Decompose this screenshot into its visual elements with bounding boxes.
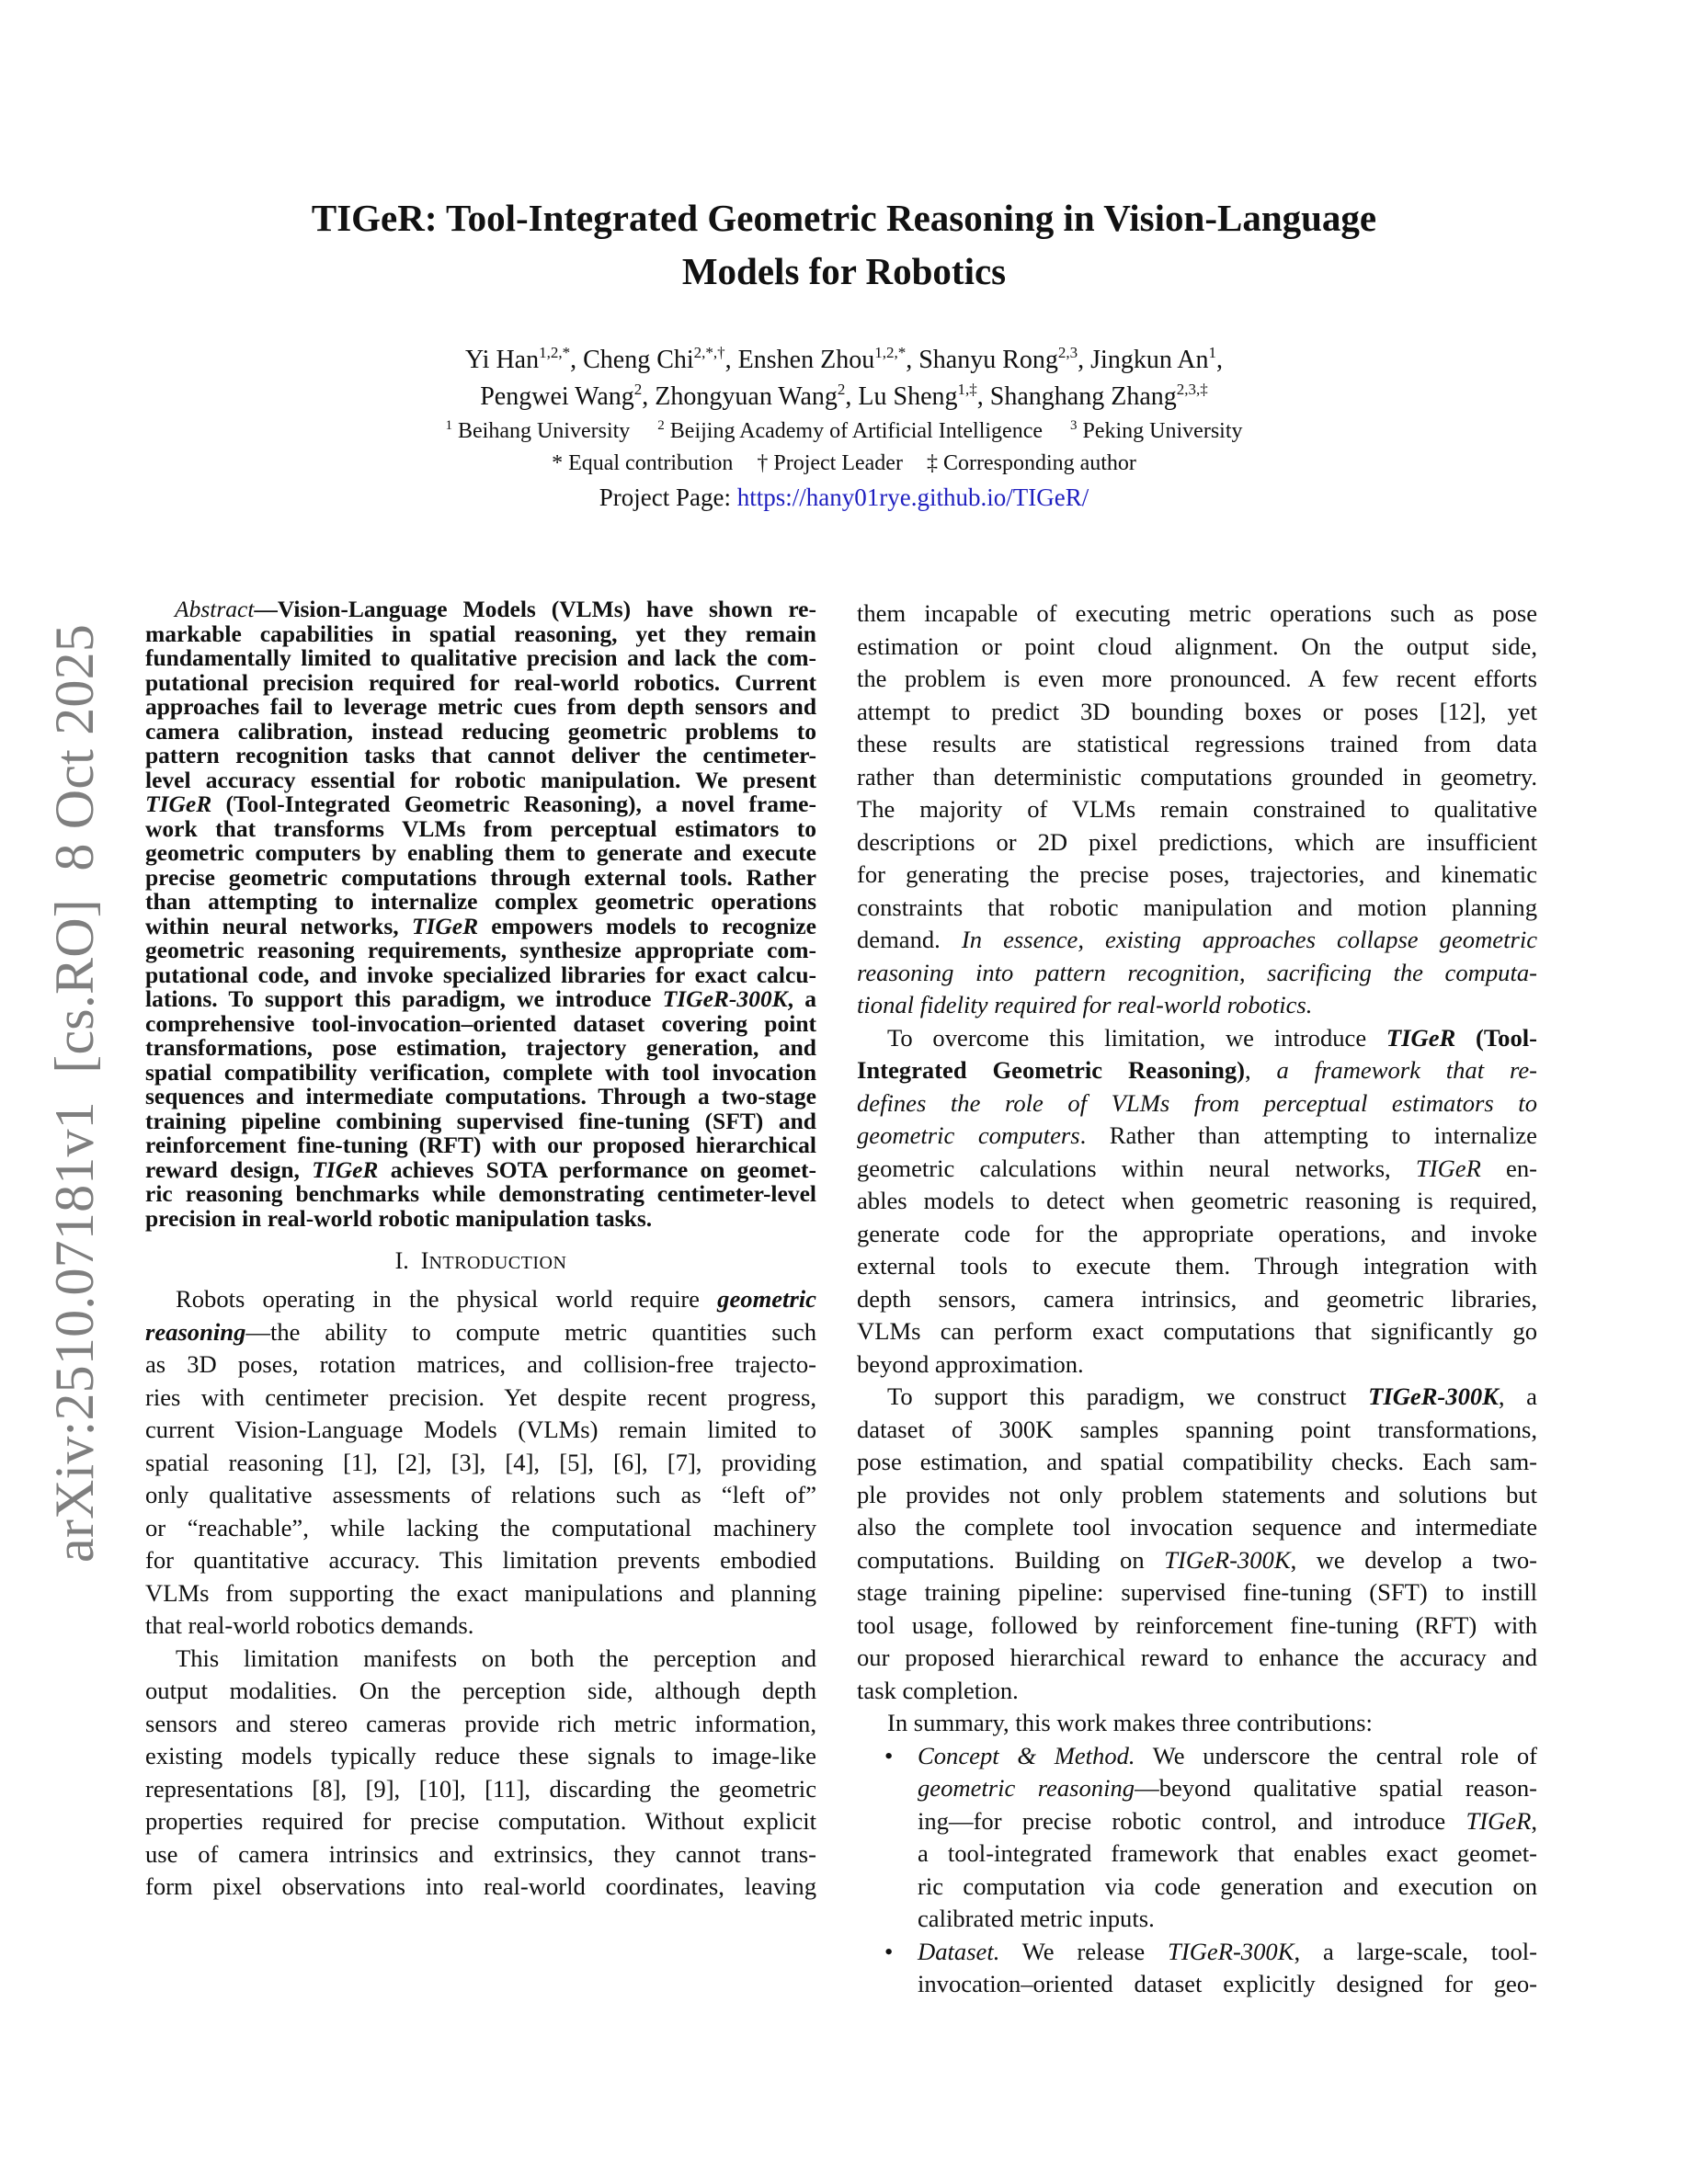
abstract-line: reward design, TIGeR achieves SOTA performance on geomet- (145, 1155, 816, 1183)
abstract-line: precise geometric computations through external tools. Rather (145, 863, 816, 891)
paragraph (857, 1707, 1537, 1740)
emphasis: TIGeR-300K (662, 985, 788, 1012)
paragraph-line: output modalities. On the perception side, although depth (145, 1677, 816, 1704)
paragraph-line: computations. Building on TIGeR-300K, we develop a two- (857, 1545, 1538, 1574)
paragraph-line: In summary, this work makes three contributions: (887, 1709, 1373, 1736)
left-column (145, 597, 816, 1904)
author-name: Enshen Zhou (737, 346, 875, 374)
abstract-dash: — (254, 596, 278, 622)
paragraph-line: representations [8], [9], [10], [11], discarding the geometric (145, 1774, 816, 1803)
title-line-2: Models for Robotics (681, 250, 1007, 292)
author-affiliation-marks: 2 (837, 381, 846, 398)
contribution-item (857, 1740, 1537, 1936)
paragraph-line: the problem is even more pronounced. A few recent efforts (857, 665, 1537, 692)
author-affiliation-marks: 2 (633, 381, 643, 398)
paragraph-line: form pixel observations into real-world coordinates, leaving (145, 1872, 816, 1900)
abstract-line: ric reasoning benchmarks while demonstrating centimeter-level (145, 1180, 816, 1207)
paragraph-line: attempt to predict 3D bounding boxes or poses [12], yet (857, 697, 1537, 725)
author-affiliation-marks: 2,*,† (693, 344, 725, 361)
affiliation-number: 2 (657, 418, 665, 433)
affiliation: $^3$ Peking University (1070, 418, 1243, 443)
section-title-initial: I (420, 1247, 429, 1274)
abstract-line: transformations, pose estimation, trajectory generation, and (145, 1034, 816, 1061)
paragraph-line: for quantitative accuracy. This limitation prevents embodied (145, 1546, 816, 1574)
arxiv-id: arXiv:2510.07181v1 (44, 1101, 105, 1563)
project-page (0, 480, 1688, 515)
strong-emphasis: reasoning (145, 1317, 246, 1346)
author-affiliation-marks: 2,3 (1057, 344, 1078, 361)
author-affiliation-marks: 1 (1208, 344, 1216, 361)
contribution-line: ric computation via code generation and execution on (918, 1871, 1537, 1900)
arxiv-date: 8 Oct 2025 (44, 623, 105, 871)
emphasis: In essence, existing approaches collapse geometric (961, 926, 1538, 953)
emphasis: TIGeR (411, 912, 479, 939)
paragraph-line: external tools to execute them. Through integration with (857, 1252, 1537, 1280)
strong-emphasis: Integrated Geometric Reasoning) (857, 1056, 1246, 1084)
emphasis: TIGeR (145, 791, 212, 817)
section-number: I. (394, 1247, 409, 1274)
abstract-line: reinforcement fine-tuning (RFT) with our proposed hierarchical (145, 1132, 816, 1158)
paragraph-line: The majority of VLMs remain constrained to qualitative (857, 795, 1537, 823)
paragraph-line: as 3D poses, rotation matrices, and collision-free trajecto- (145, 1350, 816, 1378)
paragraph-line: dataset of 300K samples spanning point transformations, (857, 1415, 1537, 1443)
title-line-1: TIGeR: Tool-Integrated Geometric Reasoning in Vision-Language (311, 197, 1377, 239)
paragraph-line: existing models typically reduce these signals to image-like (145, 1742, 816, 1769)
emphasis: reasoning into pattern recognition, sacrificing the computa- (857, 958, 1537, 986)
paragraph-line: current Vision-Language Models (VLMs) remain limited to (145, 1416, 816, 1443)
contribution-item (857, 1936, 1537, 2001)
paragraph-line: reasoning—the ability to compute metric quantities such (145, 1317, 816, 1346)
project-page-label: Project Page: (599, 483, 737, 511)
affiliation: $^1$ Beihang University (445, 418, 631, 443)
paragraph-line: estimation or point cloud alignment. On the output side, (857, 631, 1537, 660)
affiliation-list (0, 415, 1688, 447)
contribution-line: invocation–oriented dataset explicitly designed for geo- (918, 1970, 1537, 1997)
paragraph-line: generate code for the appropriate operations, and invoke (857, 1219, 1537, 1247)
emphasis: TIGeR (312, 1155, 379, 1183)
contribution-line: a tool-integrated framework that enables exact geomet- (918, 1839, 1537, 1867)
paragraph-line: ries with centimeter precision. Yet despite recent progress, (145, 1382, 816, 1411)
strong-emphasis: TIGeR (1386, 1023, 1456, 1052)
author-affiliation-marks: 2,3,‡ (1176, 381, 1208, 398)
strong-emphasis: geometric (717, 1285, 816, 1313)
abstract-line: precision in real-world robotic manipulation tasks. (145, 1204, 653, 1232)
contribution-line: ing—for precise robotic control, and introduce TIGeR, (918, 1806, 1537, 1835)
affiliation: $^2$ Beijing Academy of Artificial Intelligence (657, 418, 1043, 443)
abstract-line: Abstract—Vision-Language Models (VLMs) have shown re- (175, 596, 816, 622)
paragraph-line (857, 1087, 1537, 1120)
paragraph-line: ables models to detect when geometric reasoning is required, (857, 1187, 1537, 1214)
affiliation-number: 3 (1070, 418, 1078, 433)
paragraph-line: To overcome this limitation, we introduce TIGeR (Tool- (887, 1023, 1537, 1052)
abstract (145, 597, 816, 1231)
paragraph-line: This limitation manifests on both the perception and (176, 1644, 816, 1672)
paragraph (857, 597, 1537, 1022)
paragraph-line: Integrated Geometric Reasoning), a framework that re- (857, 1056, 1537, 1084)
paragraph-line: or “reachable”, while lacking the computational machinery (145, 1513, 816, 1541)
arxiv-identifier-stamp (42, 607, 107, 1563)
paragraph-line: properties required for precise computation. Without explicit (145, 1807, 816, 1835)
introduction-left-text (145, 1283, 816, 1904)
abstract-line: geometric reasoning requirements, synthesize appropriate com- (145, 937, 816, 963)
bullet-icon: • (884, 1937, 894, 1965)
author-name: Pengwei Wang (480, 382, 634, 411)
paragraph-line: for generating the precise poses, trajectories, and kinematic (857, 860, 1537, 888)
paragraph-line: demand. In essence, existing approaches collapse geometric (857, 926, 1538, 953)
abstract-line: geometric computers by enabling them to generate and execute (145, 839, 816, 866)
emphasis: TIGeR (1466, 1806, 1532, 1835)
strong-emphasis: (Tool- (1476, 1023, 1537, 1052)
section-title-rest: NTRODUCTION (428, 1253, 567, 1273)
paragraph-line: constraints that robotic manipulation and motion planning (857, 893, 1537, 921)
author-affiliation-marks: 1,2,* (874, 344, 907, 361)
paragraph-line: depth sensors, camera intrinsics, and geometric libraries, (857, 1284, 1537, 1313)
paragraph-line: To support this paradigm, we construct TIGeR-300K, a (887, 1382, 1537, 1410)
author-name: Yi Han (465, 346, 540, 374)
bullet-icon: • (884, 1741, 894, 1769)
paragraph-line: tool usage, followed by reinforcement fine-tuning (RFT) with (857, 1610, 1537, 1639)
author-notes (0, 448, 1688, 479)
emphasis: TIGeR (1415, 1154, 1481, 1182)
abstract-label: Abstract (175, 596, 255, 622)
abstract-line: putational precision required for real-world robotics. Current (145, 668, 816, 696)
author-name: Cheng Chi (583, 346, 694, 374)
abstract-line: approaches fail to leverage metric cues from depth sensors and (145, 693, 816, 720)
arxiv-category: [cs.RO] (44, 899, 105, 1074)
emphasis: tional fidelity required for real-world robotics. (857, 991, 1313, 1018)
emphasis: TIGeR-300K (1168, 1937, 1295, 1965)
author-list (0, 342, 1688, 415)
emphasis: geometric reasoning (918, 1774, 1135, 1802)
abstract-line: lations. To support this paradigm, we introduce TIGeR-300K, a (145, 985, 817, 1012)
paragraph-line: them incapable of executing metric operations such as pose (857, 599, 1537, 627)
paragraph (857, 1022, 1537, 1382)
author-name: Shanyu Rong (918, 346, 1058, 374)
abstract-line: camera calibration, instead reducing geometric problems to (145, 717, 816, 745)
paragraph-line: our proposed hierarchical reward to enhance the accuracy and (857, 1644, 1537, 1671)
paragraph-line: that real-world robotics demands. (145, 1611, 474, 1639)
author-affiliation-marks: 1,2,* (539, 344, 571, 361)
abstract-line: comprehensive tool-invocation–oriented dataset covering point (145, 1009, 816, 1037)
author-name: Shanghang Zhang (989, 382, 1177, 411)
paragraph-line: geometric calculations within neural networks, TIGeR en- (857, 1154, 1537, 1182)
paragraph-line: use of camera intrinsics and extrinsics, they cannot trans- (145, 1839, 816, 1868)
contribution-line: geometric reasoning—beyond qualitative spatial reason- (918, 1774, 1537, 1802)
paragraph (145, 1283, 816, 1643)
paragraph-line: these results are statistical regressions trained from data (857, 730, 1537, 757)
emphasis: a framework that re- (1276, 1056, 1537, 1084)
paragraph-line: beyond approximation. (857, 1349, 1084, 1378)
paragraph-line: only qualitative assessments of relations such as “left of” (145, 1481, 816, 1508)
contribution-line: • Dataset. We release TIGeR-300K, a large-scale, tool- (857, 1936, 1537, 1969)
abstract-line: putational code, and invoke specialized libraries for exact calcu- (145, 961, 816, 988)
author-note: ‡ Corresponding author (926, 451, 1136, 475)
emphasis: Dataset. (918, 1937, 1000, 1965)
abstract-line: markable capabilities in spatial reasoning, yet they remain (145, 620, 816, 647)
paper-title (0, 191, 1688, 298)
paragraph (145, 1643, 816, 1904)
right-column (857, 597, 1537, 2001)
abstract-line: than attempting to internalize complex geometric operations (145, 888, 816, 915)
section-heading-introduction (145, 1231, 816, 1281)
author-name: Zhongyuan Wang (655, 382, 838, 411)
paragraph-line: rather than deterministic computations grounded in geometry. (857, 762, 1537, 791)
project-page-link[interactable]: https://hany01rye.github.io/TIGeR/ (736, 483, 1089, 511)
author-name: Lu Sheng (858, 382, 958, 411)
paragraph-line: spatial reasoning [1], [2], [3], [4], [5], [6], [7], providing (145, 1448, 816, 1476)
paragraph (857, 1381, 1537, 1707)
paragraph-line: VLMs can perform exact computations that significantly go (857, 1317, 1537, 1345)
abstract-line: fundamentally limited to qualitative precision and lack the com- (145, 644, 816, 671)
author-affiliation-marks: 1,‡ (957, 381, 977, 398)
abstract-line: training pipeline combining supervised fine-tuning (SFT) and (145, 1107, 816, 1134)
paragraph-line: descriptions or 2D pixel predictions, which are insufficient (857, 827, 1537, 856)
contribution-line: calibrated metric inputs. (918, 1905, 1155, 1932)
abstract-line: level accuracy essential for robotic manipulation. We present (145, 766, 816, 793)
strong-emphasis: TIGeR-300K (1368, 1382, 1499, 1410)
paragraph-line: Robots operating in the physical world require geometric (176, 1285, 816, 1313)
paragraph-line (857, 957, 1537, 990)
paragraph-line: task completion. (857, 1676, 1019, 1704)
emphasis: geometric computers (857, 1121, 1080, 1149)
introduction-right-text (857, 597, 1537, 1740)
paragraph-line: sensors and stereo cameras provide rich metric information, (145, 1709, 816, 1737)
emphasis: TIGeR-300K (1164, 1545, 1291, 1574)
emphasis: Concept & Method. (918, 1741, 1135, 1769)
contribution-line: • Concept & Method. We underscore the central role of (857, 1740, 1537, 1773)
paragraph-line: stage training pipeline: supervised fine-tuning (SFT) to instill (857, 1578, 1537, 1606)
author-note: * Equal contribution (552, 451, 734, 475)
abstract-line: work that transforms VLMs from perceptual estimators to (145, 814, 816, 842)
paragraph-line: geometric computers. Rather than attempting to internalize (857, 1121, 1537, 1149)
author-note: † Project Leader (757, 451, 903, 475)
paragraph-line (857, 989, 1537, 1022)
emphasis: defines the role of VLMs from perceptual estimators to (857, 1088, 1537, 1117)
author-row-1: Yi Han$^{1,2,*}$, Cheng Chi$^{2,*,\dagger}$, Enshen Zhou$^{1,2,*}$, Shanyu Rong$^{2,3}$, Jingkun An$^1$, (465, 344, 1223, 374)
paragraph-line: also the complete tool invocation sequence and intermediate (857, 1513, 1537, 1541)
affiliation-number: 1 (445, 418, 452, 433)
paragraph-line: ple provides not only problem statements and solutions but (857, 1480, 1537, 1508)
paragraph-line: pose estimation, and spatial compatibility checks. Each sam- (857, 1448, 1537, 1475)
contributions-list (857, 1740, 1537, 2001)
abstract-line: spatial compatibility verification, complete with tool invocation (145, 1058, 816, 1086)
author-name: Jingkun An (1090, 346, 1209, 374)
abstract-line: pattern recognition tasks that cannot deliver the centimeter- (145, 742, 816, 768)
paragraph-line: VLMs from supporting the exact manipulations and planning (145, 1578, 816, 1607)
abstract-line: sequences and intermediate computations. Through a two-stage (145, 1083, 816, 1109)
author-row-2: Pengwei Wang$^2$, Zhongyuan Wang$^2$, Lu Sheng$^{1,\ddagger}$, Shanghang Zhang$^{2,3,\ddagger}$ (480, 381, 1208, 411)
abstract-line: within neural networks, TIGeR empowers models to recognize (145, 912, 817, 939)
abstract-line: TIGeR (Tool-Integrated Geometric Reasoning), a novel frame- (145, 791, 816, 817)
